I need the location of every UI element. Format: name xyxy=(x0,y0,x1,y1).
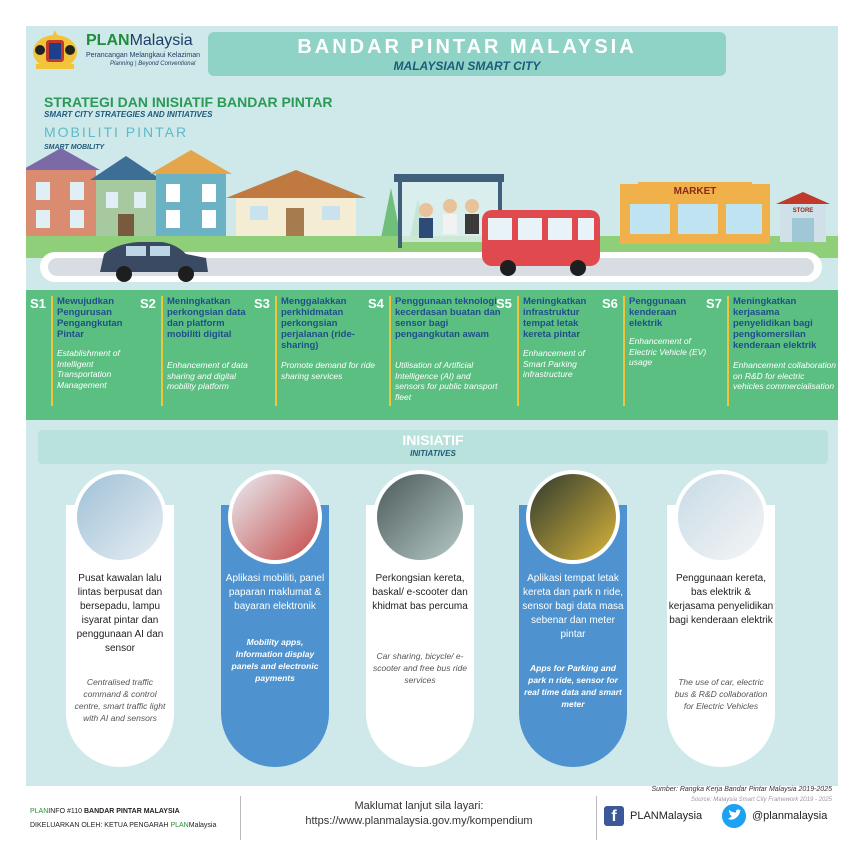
strategy-description: Enhancement of data sharing and digital mobility platform xyxy=(167,360,248,391)
market-sign: MARKET xyxy=(673,186,717,197)
house-icon xyxy=(226,170,366,238)
strategy-divider xyxy=(161,296,163,406)
strategy-description: Utilisation of Artificial Intelligence (AI) and sensors for public transport fleet xyxy=(395,360,498,402)
strategy-divider xyxy=(623,296,625,406)
strategy-divider xyxy=(275,296,277,406)
initiative-description: Apps for Parking and park n ride, sensor for real time data and smart meter xyxy=(524,663,622,709)
twitter-icon[interactable] xyxy=(722,804,746,828)
initiative-description: Mobility apps, Information display panels and electronic payments xyxy=(231,637,319,683)
store-sign: STORE xyxy=(792,208,814,214)
strategy-title: Menggalakkan perkhidmatan perkongsian perjalanan (ride-sharing) xyxy=(281,296,355,351)
initiative-text: Aplikasi mobiliti, panel paparan maklumat & bayaran elektronik xyxy=(225,573,325,612)
footer-issued-label: DIKELUARKAN OLEH: KETUA PENGARAH xyxy=(30,822,171,829)
brand-name xyxy=(86,32,193,50)
initiative-description: Car sharing, bicycle/ e-scooter and free bus ride services xyxy=(372,651,468,685)
brand-tagline: Perancangan Melangkaui Kelaziman xyxy=(86,52,201,59)
initiative-photo xyxy=(73,470,167,564)
strategy-code: S6 xyxy=(602,296,618,311)
source-text-en: Source: Malaysia Smart City Framework 2019 - 2025 xyxy=(690,797,832,803)
mobility-subtitle: SMART MOBILITY xyxy=(44,144,105,151)
strategy-divider xyxy=(727,296,729,406)
house-icon xyxy=(90,156,162,238)
initiative-text: Aplikasi tempat letak kereta dan park n ride, sensor bagi data masa sebenar dan meter pintar xyxy=(522,573,624,640)
initiative-photo xyxy=(228,470,322,564)
strategy-code: S3 xyxy=(254,296,270,311)
initiatives-title: INISIATIF xyxy=(402,432,464,448)
initiative-photo xyxy=(373,470,467,564)
footer-more-info: Maklumat lanjut sila layari: xyxy=(354,800,484,812)
strategy-title: Meningkatkan perkongsian data dan platform mobiliti digital xyxy=(167,296,246,340)
crest-logo-icon xyxy=(30,28,80,72)
initiative-description: Centralised traffic command & control centre, smart traffic light with AI and sensors xyxy=(74,677,166,723)
brand-rest: Malaysia xyxy=(129,32,193,49)
strategy-title: Penggunaan teknologi kecerdasan buatan dan sensor bagi pengangkutan awam xyxy=(395,296,501,340)
footer-issued xyxy=(30,822,216,829)
section-subtitle: SMART CITY STRATEGIES AND INITIATIVES xyxy=(44,110,213,119)
twitter-handle[interactable]: @planmalaysia xyxy=(752,810,828,822)
strategy-code: S7 xyxy=(706,296,722,311)
strategy-description: Promote demand for ride sharing services xyxy=(281,360,376,381)
footer-divider xyxy=(596,796,597,840)
strategy-description: Enhancement of Smart Parking infrastructure xyxy=(523,348,585,379)
strategy-description: Establishment of Intelligent Transportation Management xyxy=(57,348,120,390)
brand-plan: PLAN xyxy=(86,32,130,49)
footer-divider xyxy=(240,796,241,840)
footer-info xyxy=(30,808,180,815)
street-scene-illustration xyxy=(26,148,838,288)
page-subtitle: MALAYSIAN SMART CITY xyxy=(393,59,541,73)
source-text: Sumber: Rangka Kerja Bandar Pintar Malaysia 2019-2025 xyxy=(651,786,832,793)
section-title: STRATEGI DAN INISIATIF BANDAR PINTAR xyxy=(44,94,333,110)
page-title: BANDAR PINTAR MALAYSIA xyxy=(297,36,637,58)
strategy-code: S5 xyxy=(496,296,512,311)
strategy-description: Enhancement collaboration on R&D for electric vehicles commercialisation xyxy=(733,360,837,391)
strategy-code: S4 xyxy=(368,296,384,311)
initiative-text: Pusat kawalan lalu lintas berpusat dan bersepadu, lampu isyarat pintar dan penggunaan AI dan sensor xyxy=(76,573,164,654)
strategy-title: Penggunaan kenderaan elektrik xyxy=(629,296,687,329)
house-icon xyxy=(150,150,232,238)
market-building-icon xyxy=(620,182,770,244)
strategy-title: Mewujudkan Pengurusan Pengangkutan Pintar xyxy=(57,296,123,340)
initiatives-subtitle: INITIATIVES xyxy=(410,449,456,458)
footer-issued-plan: PLAN xyxy=(170,822,189,829)
initiative-photo xyxy=(674,470,768,564)
strategy-description: Enhancement of Electric Vehicle (EV) usage xyxy=(629,336,707,367)
initiative-photo xyxy=(526,470,620,564)
mobility-title: MOBILITI PINTAR xyxy=(44,124,189,140)
house-icon xyxy=(26,148,100,238)
initiative-description: The use of car, electric bus & R&D collaboration for Electric Vehicles xyxy=(674,677,768,711)
strategy-code: S1 xyxy=(30,296,46,311)
footer-url-link[interactable]: https://www.planmalaysia.gov.my/kompendium xyxy=(305,815,533,827)
strategy-divider xyxy=(517,296,519,406)
footer-info-bold: BANDAR PINTAR MALAYSIA xyxy=(83,808,180,815)
store-building-icon xyxy=(776,192,830,242)
strategy-title: Meningkatkan kerjasama penyelidikan bagi pengkomersilan kenderaan elektrik xyxy=(733,296,817,351)
footer-issued-rest: Malaysia xyxy=(188,822,217,829)
facebook-handle[interactable]: PLANMalaysia xyxy=(630,810,703,822)
strategy-divider xyxy=(51,296,53,406)
footer-info-plan: PLAN xyxy=(30,808,49,815)
facebook-icon[interactable]: f xyxy=(604,806,624,826)
brand-tagline-en: Planning | Beyond Conventional xyxy=(110,61,196,67)
strategy-title: Meningkatkan infrastruktur tempat letak kereta pintar xyxy=(523,296,587,340)
initiative-text: Perkongsian kereta, baskal/ e-scooter dan khidmat bas percuma xyxy=(372,573,468,612)
strategy-code: S2 xyxy=(140,296,156,311)
initiative-text: Penggunaan kereta, bas elektrik & kerjasama penyelidikan bagi kenderaan elektrik xyxy=(668,573,774,626)
footer-info-rest: INFO #110 xyxy=(48,808,84,815)
strategy-divider xyxy=(389,296,391,406)
